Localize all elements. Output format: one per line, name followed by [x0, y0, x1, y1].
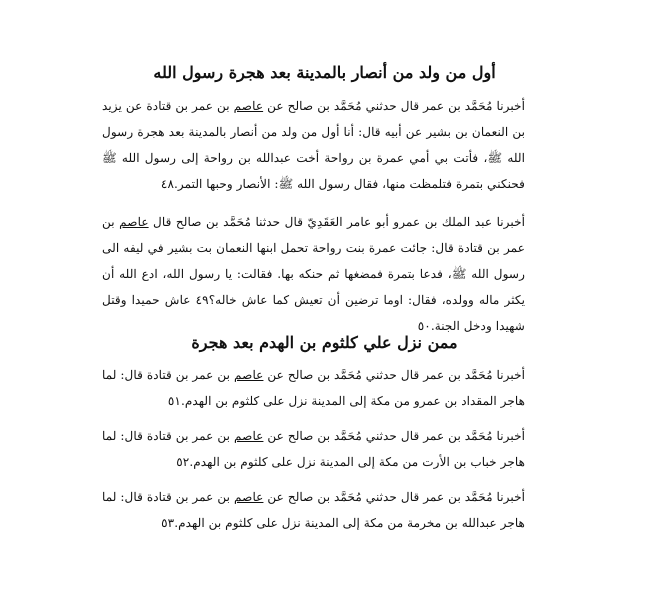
- paragraph-text-before: أخبرنا مُحَمَّد بن عمر قال حدثني مُحَمَّد بن صالح عن: [263, 368, 525, 382]
- paragraph-nuuman-birth: [102, 93, 525, 197]
- paragraph-text-before: أخبرنا مُحَمَّد بن عمر قال حدثني مُحَمَّد بن صالح عن: [263, 99, 525, 113]
- paragraph-khabbab: [102, 423, 525, 475]
- narrator-link-asim[interactable]: عاصم: [233, 99, 264, 113]
- narrator-link-asim[interactable]: عاصم: [233, 368, 264, 382]
- paragraph-text-before: أخبرنا مُحَمَّد بن عمر قال حدثني مُحَمَّد بن صالح عن: [263, 490, 525, 504]
- paragraph-text-before: أخبرنا عبد الملك بن عمرو أبو عامر العَقَدِيّ قال حدثنا مُحَمَّد بن صالح قال: [148, 215, 525, 229]
- paragraph-amra-rawaha: [102, 209, 525, 339]
- paragraph-text-after: بن عمر بن قتادة قال: لما هاجر المقداد بن عمرو من مكة إلى المدينة نزل على كلثوم بن الهدم.٥١: [102, 368, 525, 408]
- paragraph-text-after: بن عمر بن قتادة قال: لما هاجر خباب بن الأرت من مكة إلى المدينة نزل على كلثوم بن الهدم.٥٢: [102, 429, 525, 469]
- section-heading-kulthum: ممن نزل علي كلثوم بن الهدم بعد هجرة: [191, 333, 458, 352]
- paragraph-text-before: أخبرنا مُحَمَّد بن عمر قال حدثني مُحَمَّد بن صالح عن: [263, 429, 525, 443]
- paragraph-abdullah-makhrama: [102, 484, 525, 536]
- paragraph-text-after: بن عمر بن قتادة قال: لما هاجر عبدالله بن مخرمة من مكة إلى المدينة نزل على كلثوم بن الهدم.٥٣: [102, 490, 525, 530]
- narrator-link-asim[interactable]: عاصم: [233, 490, 264, 504]
- paragraph-text-after: بن عمر بن قتادة قال: جائت عمرة بنت رواحة تحمل ابنها النعمان بت بشير في ليفه الى رسول الله ﷺ، فدعا بتمرة فمضغها ثم حنكه بها. فقالت: يا رسول الله، ادع الله أن يكثر ماله وولده، فقال: اوما ترضين أن تعيش كما عاش خاله؟٤٩ عاش حميدا وقتل شهيدا ودخل الجنة.٥٠: [102, 215, 525, 333]
- paragraph-text-after: بن عمر بن قتادة عن يزيد بن النعمان بن بشير عن أبيه قال: أنا أول من ولد من أنصار بالمدينة بعد هجرة رسول الله ﷺ، فأتت بي أمي عمرة بن رواحة أخت عبدالله بن رواحة إلى رسول الله ﷺ فحنكني بتمرة فتلمظت منها، فقال رسول الله ﷺ: الأنصار وحبها التمر.٤٨: [102, 99, 525, 191]
- paragraph-miqdad: [102, 362, 525, 414]
- narrator-link-asim[interactable]: عاصم: [233, 429, 264, 443]
- section-heading-first-born: أول من ولد من أنصار بالمدينة بعد هجرة رسول الله: [153, 63, 496, 82]
- narrator-link-asim[interactable]: عاصم: [119, 215, 149, 229]
